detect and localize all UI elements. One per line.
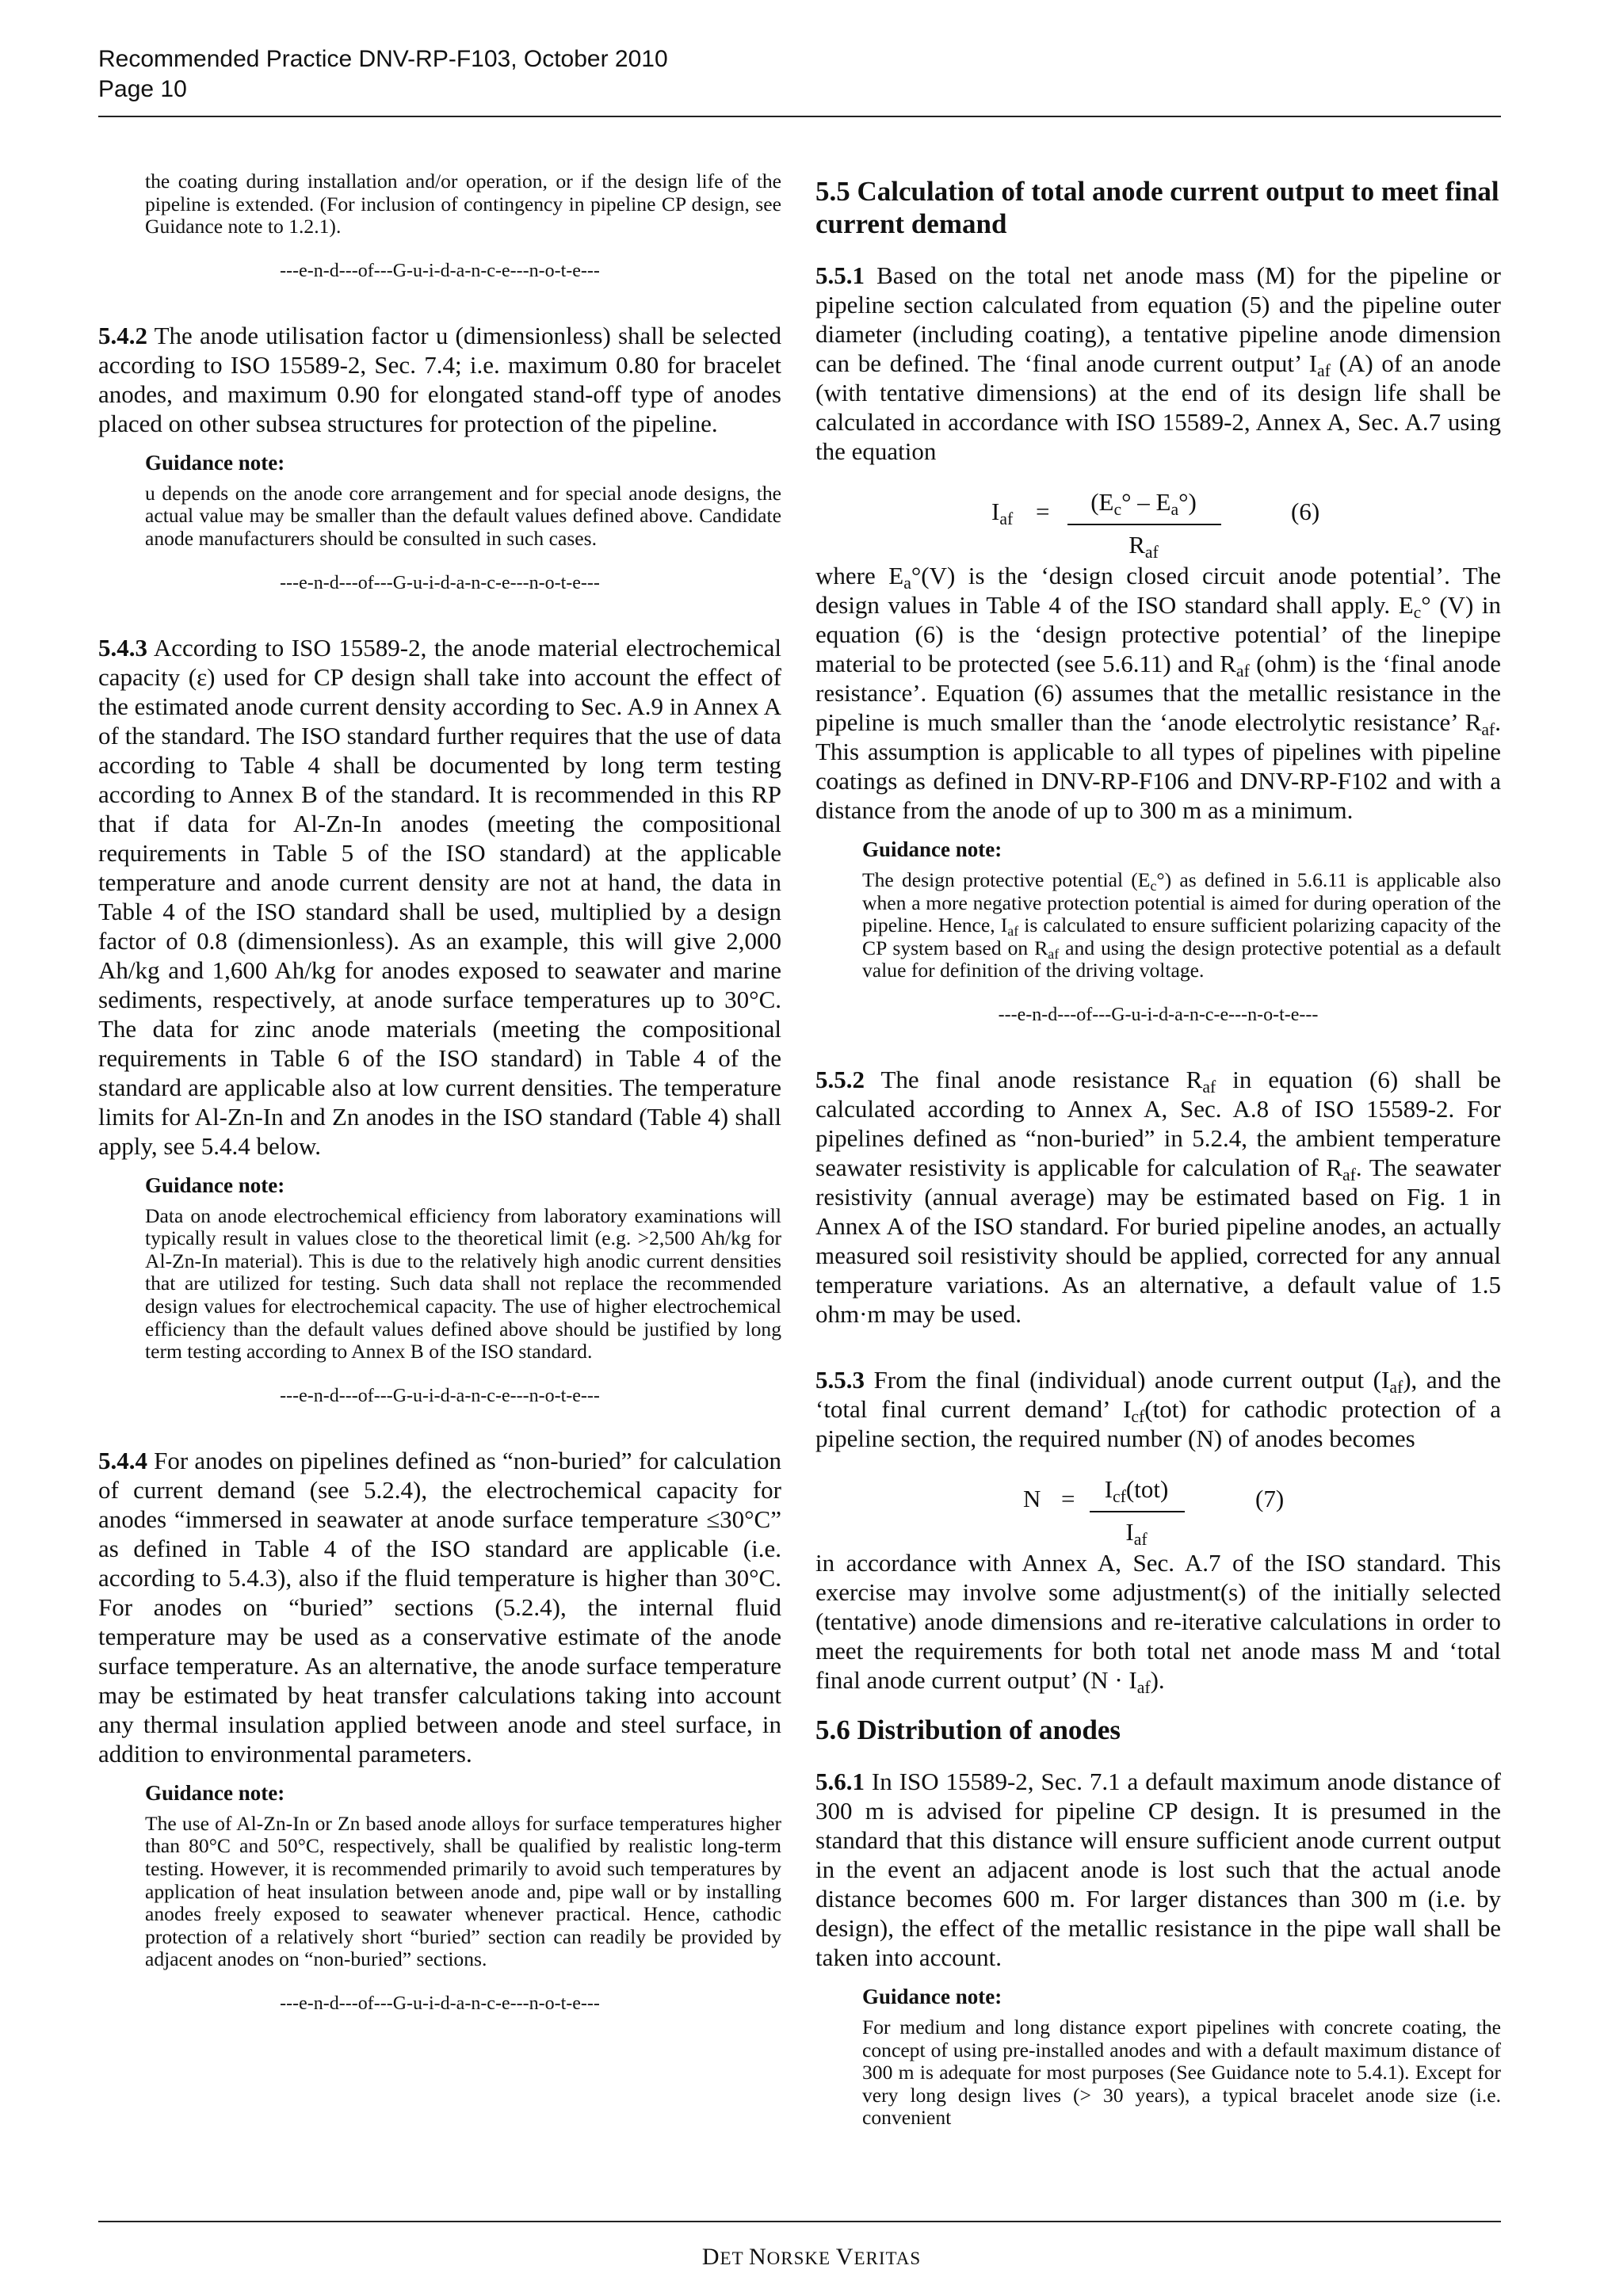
end-guidance-marker: ---e-n-d---of---G-u-i-d-a-n-c-e---n-o-t-e--- <box>280 260 600 281</box>
equation-numerator: $I_{cf}(tot)$ <box>1104 1474 1169 1507</box>
left-column <box>98 170 781 2054</box>
guidance-text: For medium and long distance export pipelines with concrete coating, the concept of using pre-installed anodes and with a default maximum distance of 300 m is adequate for most purposes (See Guidance note to 5.4.1). Except for very long design lives (> 30 years), a typical bracelet anode size (i.e. convenient <box>862 2015 1501 2130</box>
guidance-heading: Guidance note: <box>145 1780 285 1805</box>
section-5-4-2 <box>98 321 781 438</box>
section-5-5-1-where: where $E_a^\circ(V)$ is the ‘design closed circuit anode potential’. The design values in Table 4 of the ISO standard shall apply. $E_c^\circ$ (V) in equation (6) is the ‘design protective potential’ of the linepipe material to be protected (see 5.6.11) and $R_{af}$ (ohm) is the ‘final anode resistance’. Equation (6) assumes that the metallic resistance in the pipeline is much smaller than the ‘anode electrolytic resistance’ $R_{af}$. This assumption is applicable to all types of pipelines with pipeline coatings as defined in DNV-RP-F106 and DNV-RP-F102 and with a distance from the anode of up to 300 m as a minimum. <box>815 562 1502 824</box>
page-header <box>98 44 668 105</box>
end-guidance-marker: ---e-n-d---of---G-u-i-d-a-n-c-e---n-o-t-e--- <box>280 1385 600 1406</box>
page-footer: DET NORSKE VERITAS <box>701 2244 922 2270</box>
section-text: The anode utilisation factor u (dimensionless) shall be selected according to ISO 15589-2, Sec. 7.4; i.e. maximum 0.80 for bracelet anodes, and maximum 0.90 for elongated stand-off type of anodes placed on other subsea structures for protection of the pipeline. <box>98 321 781 437</box>
end-guidance-marker: ---e-n-d---of---G-u-i-d-a-n-c-e---n-o-t-e--- <box>280 1993 600 2014</box>
section-5-6-1: 5.6.1 In ISO 15589-2, Sec. 7.1 a default maximum anode distance of 300 m is advised for pipeline CP design. It is presumed in the standard that this distance will ensure sufficient anode current output in the event an adjacent anode is lost such that the actual anode distance becomes 600 m. For larger distances than 300 m (i.e. by design), the effect of the metallic resistance in the pipe wall shall be taken into account. <box>815 1767 1501 1971</box>
guidance-heading: Guidance note: <box>862 837 1002 861</box>
guidance-heading: Guidance note: <box>145 450 285 475</box>
section-5-4-4 <box>98 1446 781 1768</box>
section-heading-5-5: 5.5 Calculation of total anode current output to meet final current demand <box>815 176 1499 239</box>
section-number: 5.4.4 <box>98 1446 147 1474</box>
equation-numerator: $(E_c^\circ - E_a^\circ)$ <box>1090 488 1197 520</box>
equation-number: (7) <box>1255 1484 1285 1512</box>
end-guidance-marker: ---e-n-d---of---G-u-i-d-a-n-c-e---n-o-t-e--- <box>280 572 600 593</box>
equation-number: (6) <box>1291 498 1320 525</box>
guidance-text: Data on anode electrochemical efficiency from laboratory examinations will typically result in values close to the theoretical limit (e.g. >2,500 Ah/kg for Al-Zn-In material). This is due to the relatively high anodic current densities that are utilized for testing. Such data shall not replace the recommended design values for electrochemical capacity. The use of higher electrochemical efficiency than the default values defined above should be justified by long term testing according to Annex B of the ISO standard. <box>145 1203 781 1363</box>
section-number: 5.4.3 <box>98 633 147 662</box>
section-text: For anodes on pipelines defined as “non-buried” for calculation of current demand (see 5.2.4), the electrochemical capacity for anodes “immersed in seawater at anode surface temperature ≤30°C” as defined in Table 4 of the ISO standard are applicable (i.e. according to 5.4.3), also if the fluid temperature is higher than 30°C. For anodes on “buried” sections (5.2.4), the internal fluid temperature may be used as a conservative estimate of the anode surface temperature. As an alternative, the anode surface temperature may be estimated by heat transfer calculations taking into account any thermal insulation applied between anode and steel surface, in addition to environmental parameters. <box>98 1446 781 1768</box>
equation-6: $I_{af}$ = $(E_c^\circ - E_a^\circ)$ $R_{af}$ (6) <box>991 488 1320 563</box>
section-number: 5.5.1 <box>815 261 865 289</box>
section-number: 5.5.2 <box>815 1065 865 1093</box>
equation-7: N = $I_{cf}(tot)$ $I_{af}$ (7) <box>1023 1474 1285 1550</box>
section-number: 5.6.1 <box>815 1767 865 1795</box>
footer-rule <box>98 2221 1501 2222</box>
section-5-5-3: 5.5.3 From the final (individual) anode current output $(I_{af})$, and the ‘total final current demand’ $I_{cf}(tot)$ for cathodic protection of a pipeline section, the required number (N) of anodes becomes <box>815 1365 1501 1452</box>
section-number: 5.4.2 <box>98 321 147 349</box>
guidance-text: The design protective potential $(E_c^\circ)$ as defined in 5.6.11 is applicable also when a more negative protection potential is aimed for during operation of the pipeline. Hence, $I_{af}$ is calculated to ensure sufficient polarizing capacity of the CP system based on $R_{af}$ and using the design protective potential as a default value for definition of the driving voltage. <box>862 868 1502 982</box>
section-text: According to ISO 15589-2, the anode material electrochemical capacity (ε) used for CP design shall take into account the effect of the estimated anode current density according to Sec. A.9 in Annex A of the standard. The ISO standard further requires that the use of data according to Table 4 shall be documented by long term testing according to Annex B of the standard. It is recommended in this RP that if data for Al-Zn-In anodes (meeting the compositional requirements in Table 5 of the ISO standard) at the applicable temperature and anode current density are not at hand, the data in Table 4 of the ISO standard shall be used, multiplied by a design factor of 0.8 (dimensionless). As an example, this will give 2,000 Ah/kg and 1,600 Ah/kg for anodes exposed to seawater and marine sediments, respectively, at anode surface temperatures up to 30°C. The data for zinc anode materials (meeting the compositional requirements in Table 6 of the ISO standard) in Table 4 of the standard are applicable also at low current densities. The temperature limits for Al-Zn-In and Zn anodes in the ISO standard (Table 4) shall apply, see 5.4.4 below. <box>98 633 782 1160</box>
document-title: Recommended Practice DNV-RP-F103, October 2010 <box>98 46 668 72</box>
section-number: 5.5.3 <box>815 1365 865 1394</box>
intro-guidance-text: the coating during installation and/or operation, or if the design life of the pipeline is extended. (For inclusion of contingency in pipeline CP design, see Guidance note to 1.2.1). <box>145 170 781 238</box>
section-heading-5-6: 5.6 Distribution of anodes <box>815 1714 1121 1745</box>
section-5-5-3-continued: in accordance with Annex A, Sec. A.7 of the ISO standard. This exercise may involve some adjustment(s) of the initially selected (tentative) anode dimensions and re-iterative calculations in order to meet the requirements for both total net anode mass M and ‘total final anode current output’ $(N \cdot I_{af})$. <box>815 1548 1501 1698</box>
section-5-4-3 <box>98 633 781 1161</box>
section-5-5-1: 5.5.1 Based on the total net anode mass (M) for the pipeline or pipeline section calculated from equation (5) and the pipeline outer diameter (including coating), a tentative pipeline anode dimension can be defined. The ‘final anode current output’ $I_{af}$ (A) of an anode (with tentative dimensions) at the end of its design life shall be calculated in accordance with ISO 15589-2, Annex A, Sec. A.7 using the equation <box>815 261 1502 465</box>
page-number: Page 10 <box>98 76 187 102</box>
guidance-text: u depends on the anode core arrangement and for special anode designs, the actual value may be smaller than the default values defined above. Candidate anode manufacturers should be consulted in such cases. <box>145 481 781 550</box>
fraction-bar <box>1090 1511 1185 1512</box>
right-column <box>815 170 1501 2130</box>
section-5-5-2: 5.5.2 The final anode resistance $R_{af}$ in equation (6) shall be calculated according to Annex A, Sec. A.8 of ISO 15589-2. For pipelines defined as “non-buried” in 5.2.4, the ambient temperature seawater resistivity is applicable for calculation of $R_{af}$. The seawater resistivity (annual average) may be estimated based on Fig. 1 in Annex A of the ISO standard. For buried pipeline anodes, an actually measured soil resistivity should be applied, corrected for any annual temperature variations. As an alternative, a default value of 1.5 ohm·m may be used. <box>815 1065 1502 1328</box>
guidance-text: The use of Al-Zn-In or Zn based anode alloys for surface temperatures higher than 80°C and 50°C, respectively, shall be qualified by realistic long-term testing. However, it is recommended primarily to avoid such temperatures by application of heat insulation between anode and, pipe wall or by installing anodes freely exposed to seawater whenever practical. Hence, cathodic protection of a relatively short “buried” section can readily be provided by adjacent anodes on “non-buried” sections. <box>145 1811 781 1971</box>
fraction-bar <box>1067 524 1221 525</box>
header-rule <box>98 116 1501 117</box>
guidance-heading: Guidance note: <box>862 1984 1002 2008</box>
equation-denominator: $I_{af}$ <box>1125 1517 1148 1550</box>
guidance-heading: Guidance note: <box>145 1173 285 1197</box>
end-guidance-marker: ---e-n-d---of---G-u-i-d-a-n-c-e---n-o-t-e--- <box>998 1004 1319 1025</box>
equation-denominator: $R_{af}$ <box>1128 531 1159 563</box>
